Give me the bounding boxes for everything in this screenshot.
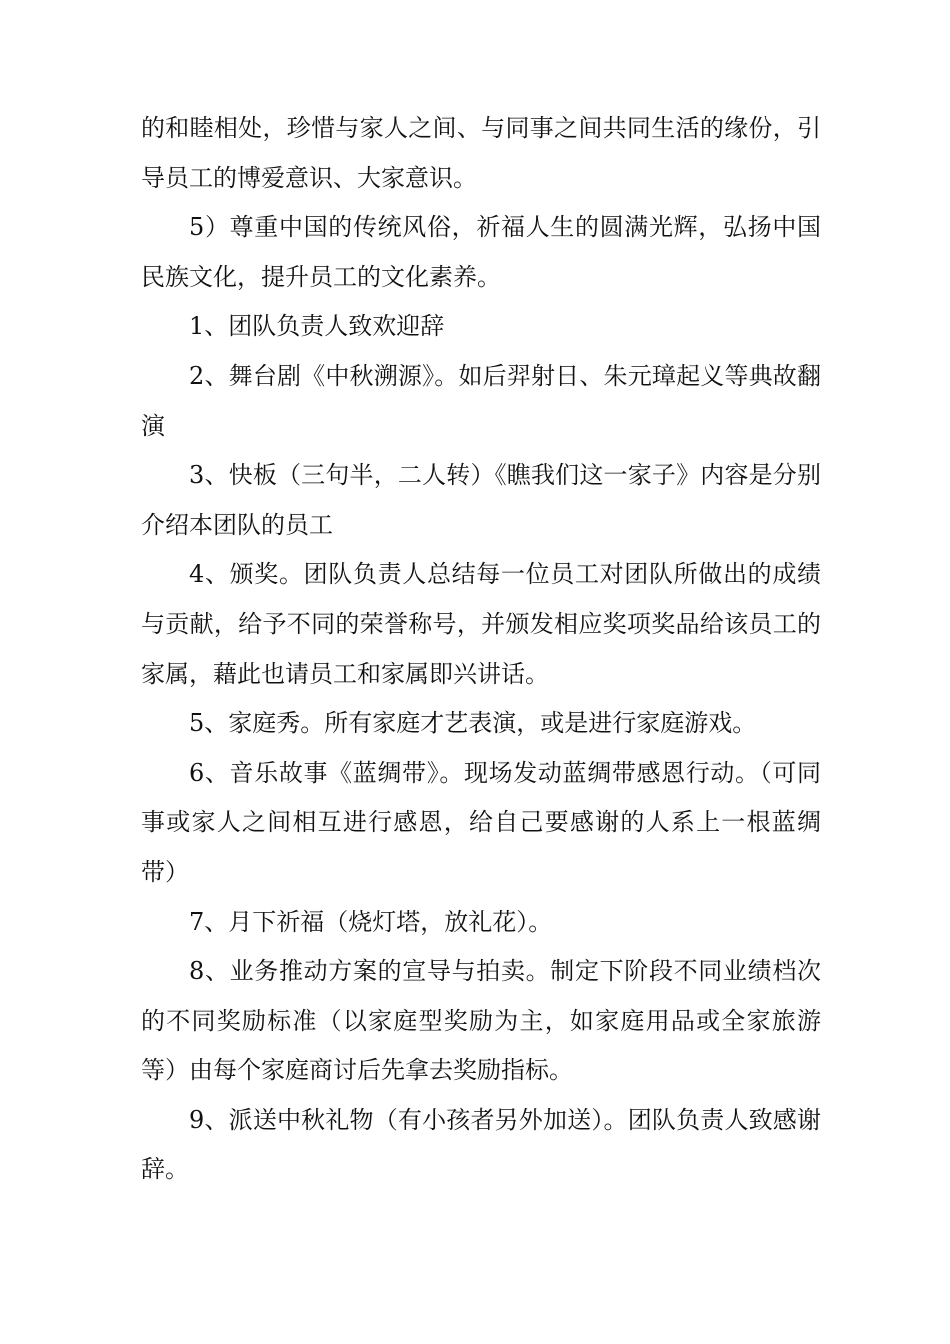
paragraph-step-4-awards: 4、颁奖。团队负责人总结每一位员工对团队所做出的成绩与贡献，给予不同的荣誉称号，并颁发相应奖项奖品给该员工的家属，藉此也请员工和家属即兴讲话。	[141, 560, 821, 688]
paragraph-item-5-respect-tradition: 5）尊重中国的传统风俗，祈福人生的圆满光辉，弘扬中国民族文化，提升员工的文化素养。	[141, 213, 821, 291]
paragraph-step-7-moon-blessing: 7、月下祈福（烧灯塔，放礼花）。	[189, 907, 553, 936]
paragraph-step-3-kuaiban: 3、快板（三句半，二人转）《瞧我们这一家子》内容是分别介绍本团队的员工	[141, 461, 821, 539]
paragraph-step-2-stage-play: 2、舞台剧《中秋溯源》。如后羿射日、朱元璋起义等典故翻演	[141, 361, 821, 440]
paragraph-continuation: 的和睦相处，珍惜与家人之间、与同事之间共同生活的缘份，引导员工的博爱意识、大家意识。	[141, 114, 821, 192]
paragraph-step-6-blue-ribbon: 6、音乐故事《蓝绸带》。现场发动蓝绸带感恩行动。（可同事或家人之间相互进行感恩，给自己要感谢的人系上一根蓝绸带）	[141, 758, 821, 886]
paragraph-step-5-family-show: 5、家庭秀。所有家庭才艺表演，或是进行家庭游戏。	[189, 709, 757, 738]
paragraph-step-1-welcome: 1、团队负责人致欢迎辞	[189, 312, 445, 341]
paragraph-step-8-business-plan: 8、业务推动方案的宣导与拍卖。制定下阶段不同业绩档次的不同奖励标准（以家庭型奖励为主，如家庭用品或全家旅游等）由每个家庭商讨后先拿去奖励指标。	[141, 957, 821, 1085]
paragraph-step-9-gifts: 9、派送中秋礼物（有小孩者另外加送）。团队负责人致感谢辞。	[141, 1105, 821, 1184]
document-body	[141, 104, 821, 1195]
